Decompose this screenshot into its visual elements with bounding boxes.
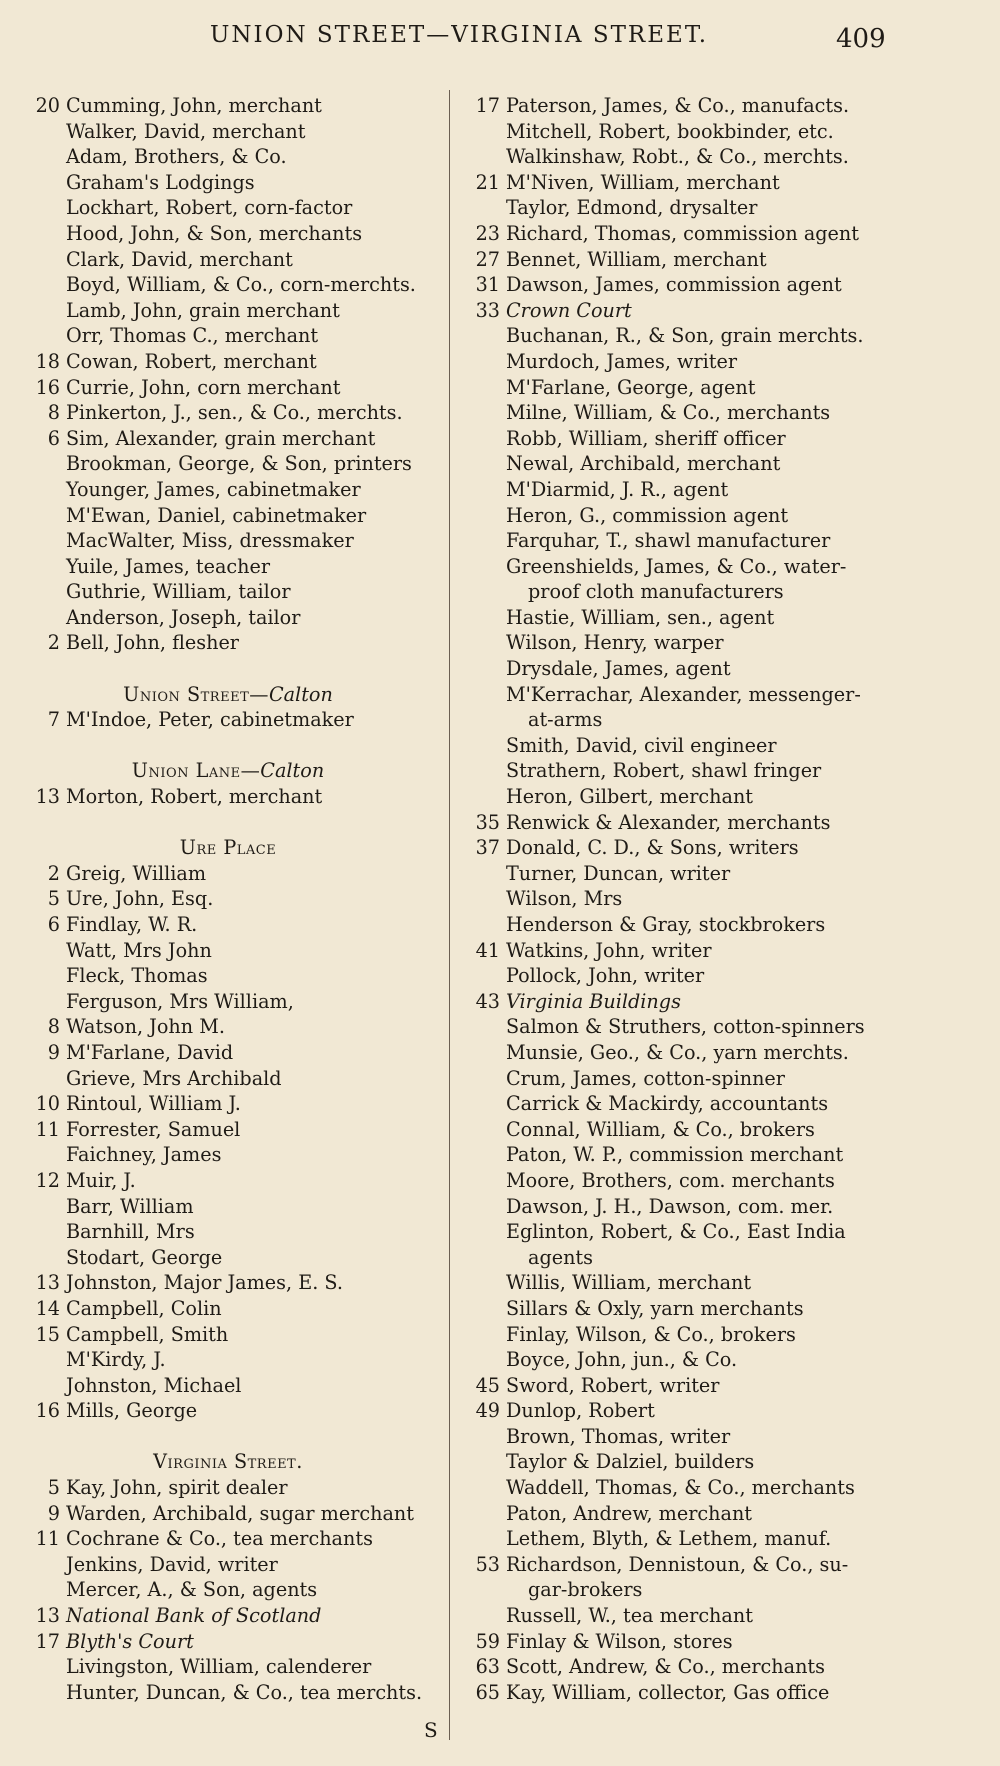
entry-text: Greenshields, James, & Co., water- [506, 554, 847, 578]
entry-text: Muir, J. [66, 1168, 136, 1192]
entry-text: Taylor, Edmond, drysalter [506, 196, 758, 220]
entry-text: Cumming, John, merchant [66, 94, 322, 117]
directory-entry [458, 912, 898, 938]
entry-text: gar-brokers [528, 1578, 643, 1602]
entry-text: Renwick & Alexander, merchants [506, 810, 831, 834]
directory-entry [18, 298, 438, 324]
entry-text: Faichney, James [66, 1143, 222, 1167]
directory-entry [458, 1219, 898, 1245]
entry-text: Campbell, Smith [66, 1322, 229, 1346]
entry-text: M'Ewan, Daniel, cabinetmaker [66, 503, 367, 527]
entry-text: Guthrie, William, tailor [66, 580, 291, 604]
directory-entry [18, 1322, 438, 1348]
house-number: 2 [47, 861, 60, 885]
directory-entry [458, 1373, 898, 1399]
directory-entry [458, 93, 898, 119]
entry-text: Heron, G., commission agent [506, 503, 789, 527]
directory-entry [18, 784, 438, 810]
right-column [458, 93, 898, 1705]
entry-text: M'Niven, William, merchant [506, 170, 780, 194]
directory-entry [18, 1603, 438, 1629]
entry-text: Barnhill, Mrs [66, 1220, 195, 1244]
entry-text: Finlay & Wilson, stores [506, 1629, 733, 1653]
house-number: 6 [47, 913, 60, 936]
section-heading-text: Virginia Street. [153, 1450, 303, 1474]
section-heading-district: Calton [260, 759, 325, 783]
entry-text: Wilson, Henry, warper [506, 631, 724, 655]
entry-text: Pollock, John, writer [506, 964, 705, 988]
entry-text: at-arms [528, 708, 603, 732]
directory-entry [458, 1142, 898, 1168]
directory-entry [458, 1552, 898, 1578]
left-column [18, 93, 438, 1705]
entry-text: M'Kirdy, J. [66, 1348, 166, 1372]
directory-entry [458, 784, 898, 810]
entry-text: Brown, Thomas, writer [506, 1424, 731, 1448]
entry-text: Walkinshaw, Robt., & Co., merchts. [506, 145, 849, 169]
house-number: 5 [47, 1476, 60, 1500]
entry-text: Fleck, Thomas [66, 964, 208, 988]
entry-text: Findlay, W. R. [66, 913, 198, 936]
directory-entry [458, 170, 898, 196]
directory-entry [18, 477, 438, 503]
house-number: 18 [35, 349, 60, 373]
house-number: 11 [35, 1117, 60, 1141]
entry-text: National Bank of Scotland [66, 1604, 322, 1628]
section-heading-text: Ure Place [179, 836, 277, 860]
spacer [18, 733, 438, 759]
entry-text: Munsie, Geo., & Co., yarn merchts. [506, 1040, 849, 1064]
directory-entry [458, 554, 898, 580]
entry-text: Salmon & Struthers, cotton-spinners [506, 1015, 865, 1039]
directory-entry [458, 733, 898, 759]
directory-entry [18, 1629, 438, 1655]
entry-text: Stodart, George [66, 1245, 223, 1269]
house-number: 41 [475, 938, 500, 962]
directory-entry [458, 938, 898, 964]
directory-entry [18, 272, 438, 298]
directory-entry [18, 1245, 438, 1271]
directory-entry [458, 1424, 898, 1450]
entry-text: Cochrane & Co., tea merchants [66, 1527, 373, 1551]
entry-text: Dawson, J. H., Dawson, com. mer. [506, 1194, 834, 1218]
directory-entry [458, 1680, 898, 1706]
house-number: 16 [35, 1399, 60, 1423]
entry-text: Anderson, Joseph, tailor [66, 605, 301, 629]
entry-text: Forrester, Samuel [66, 1117, 241, 1141]
directory-entry [458, 375, 898, 401]
entry-text: Bennet, William, merchant [506, 247, 767, 271]
entry-text: Dawson, James, commission agent [506, 273, 842, 297]
house-number: 6 [47, 426, 60, 450]
directory-entry [18, 195, 438, 221]
directory-entry [18, 579, 438, 605]
house-number: 14 [35, 1296, 60, 1320]
house-number: 10 [35, 1092, 60, 1116]
directory-entry [18, 375, 438, 401]
entry-text: MacWalter, Miss, dressmaker [66, 529, 354, 553]
entry-text: Adam, Brothers, & Co. [66, 145, 287, 169]
directory-entry-continuation [458, 707, 898, 733]
entry-text: Kay, John, spirit dealer [66, 1476, 288, 1500]
directory-entry-continuation [458, 1577, 898, 1603]
directory-entry-continuation [458, 579, 898, 605]
entry-text: Connal, William, & Co., brokers [506, 1117, 815, 1141]
directory-entry [18, 247, 438, 273]
entry-text: Crum, James, cotton-spinner [506, 1066, 785, 1090]
directory-entry [458, 605, 898, 631]
entry-text: Finlay, Wilson, & Co., brokers [506, 1322, 796, 1346]
directory-entry [458, 682, 898, 708]
house-number: 45 [475, 1373, 500, 1397]
directory-entry [18, 144, 438, 170]
entry-text: Warden, Archibald, sugar merchant [66, 1501, 414, 1525]
entry-text: Murdoch, James, writer [506, 349, 738, 373]
directory-entry [18, 400, 438, 426]
directory-entry [458, 630, 898, 656]
entry-text: Lethem, Blyth, & Lethem, manuf. [506, 1527, 832, 1551]
directory-entry [458, 1014, 898, 1040]
house-number: 43 [475, 989, 500, 1013]
entry-text: Crown Court [506, 298, 632, 322]
directory-entry [18, 119, 438, 145]
directory-entry [18, 1654, 438, 1680]
house-number: 7 [47, 708, 60, 732]
directory-entry [18, 349, 438, 375]
house-number: 5 [47, 887, 60, 911]
entry-text: Younger, James, cabinetmaker [66, 477, 361, 501]
directory-entry [18, 1296, 438, 1322]
directory-entry [458, 144, 898, 170]
directory-entry [18, 1475, 438, 1501]
house-number: 63 [475, 1655, 500, 1679]
entry-text: Watt, Mrs John [66, 938, 212, 962]
entry-text: Turner, Duncan, writer [506, 861, 731, 885]
section-heading [18, 835, 438, 861]
directory-entry [18, 1398, 438, 1424]
house-number: 27 [475, 247, 500, 271]
directory-entry [458, 247, 898, 273]
directory-entry [18, 1501, 438, 1527]
entry-text: Grieve, Mrs Archibald [66, 1066, 282, 1090]
entry-text: Paterson, James, & Co., manufacts. [506, 94, 850, 117]
directory-entry [458, 195, 898, 221]
entry-text: Sword, Robert, writer [506, 1373, 720, 1397]
directory-entry [458, 1654, 898, 1680]
directory-entry [18, 426, 438, 452]
entry-text: Hastie, William, sen., agent [506, 605, 775, 629]
house-number: 13 [35, 1604, 60, 1628]
entry-text: Paton, Andrew, merchant [506, 1501, 753, 1525]
directory-entry [458, 400, 898, 426]
directory-entry [18, 1142, 438, 1168]
directory-entry [18, 1219, 438, 1245]
entry-text: Campbell, Colin [66, 1296, 222, 1320]
entry-text: Wilson, Mrs [506, 887, 623, 911]
entry-text: Richardson, Dennistoun, & Co., su- [506, 1552, 849, 1576]
directory-entry [18, 963, 438, 989]
spacer [18, 810, 438, 836]
directory-entry [458, 477, 898, 503]
entry-text: Mills, George [66, 1399, 198, 1423]
entry-text: M'Farlane, David [66, 1040, 234, 1064]
entry-text: M'Indoe, Peter, cabinetmaker [66, 708, 354, 732]
directory-entry [458, 1603, 898, 1629]
entry-text: Dunlop, Robert [506, 1399, 655, 1423]
page-number: 409 [836, 24, 886, 54]
house-number: 17 [475, 94, 500, 117]
house-number: 59 [475, 1629, 500, 1653]
directory-entry [458, 1270, 898, 1296]
directory-entry [18, 1552, 438, 1578]
entry-text: Henderson & Gray, stockbrokers [506, 913, 826, 936]
section-heading [18, 682, 438, 708]
directory-entry [18, 323, 438, 349]
directory-entry [18, 528, 438, 554]
entry-text: Lockhart, Robert, corn-factor [66, 196, 353, 220]
house-number: 15 [35, 1322, 60, 1346]
entry-text: Hood, John, & Son, merchants [66, 221, 363, 245]
entry-text: Milne, William, & Co., merchants [506, 401, 831, 425]
directory-entry [18, 605, 438, 631]
directory-entry [18, 1040, 438, 1066]
house-number: 33 [475, 298, 500, 322]
directory-entry [18, 1373, 438, 1399]
directory-entry [18, 1526, 438, 1552]
signature-mark: S [424, 1718, 438, 1742]
directory-entry [458, 1117, 898, 1143]
house-number: 9 [47, 1040, 60, 1064]
entry-text: Morton, Robert, merchant [66, 785, 323, 809]
entry-text: Buchanan, R., & Son, grain merchts. [506, 324, 864, 348]
house-number: 11 [35, 1527, 60, 1551]
directory-entry [458, 810, 898, 836]
directory-entry [458, 1168, 898, 1194]
directory-entry [458, 1040, 898, 1066]
directory-entry [18, 1577, 438, 1603]
directory-entry [458, 349, 898, 375]
section-heading [18, 758, 438, 784]
entry-text: Bell, John, flesher [66, 631, 239, 655]
entry-text: Boyce, John, jun., & Co. [506, 1348, 738, 1372]
entry-text: proof cloth manufacturers [528, 580, 784, 604]
section-heading-district: Calton [268, 682, 333, 706]
entry-text: Hunter, Duncan, & Co., tea merchts. [66, 1680, 423, 1704]
house-number: 65 [475, 1680, 500, 1704]
entry-text: Greig, William [66, 861, 207, 885]
entry-text: Lamb, John, grain merchant [66, 298, 340, 322]
entry-text: Boyd, William, & Co., corn-merchts. [66, 273, 416, 297]
house-number: 2 [47, 631, 60, 655]
entry-text: Johnston, Michael [66, 1373, 242, 1397]
entry-text: Moore, Brothers, com. merchants [506, 1168, 835, 1192]
entry-text: Mitchell, Robert, bookbinder, etc. [506, 119, 834, 143]
entry-text: Robb, William, sheriff officer [506, 426, 786, 450]
directory-entry [458, 835, 898, 861]
directory-entry [18, 1117, 438, 1143]
entry-text: Newal, Archibald, merchant [506, 452, 781, 476]
house-number: 8 [47, 401, 60, 425]
entry-text: Orr, Thomas C., merchant [66, 324, 319, 348]
entry-text: Ure, John, Esq. [66, 887, 214, 911]
directory-entry [18, 707, 438, 733]
directory-entry [18, 1270, 438, 1296]
entry-text: Virginia Buildings [506, 989, 681, 1013]
directory-entry [458, 758, 898, 784]
directory-entry [458, 1322, 898, 1348]
directory-entry [458, 272, 898, 298]
house-number: 13 [35, 1271, 60, 1295]
directory-entry [18, 938, 438, 964]
house-number: 9 [47, 1501, 60, 1525]
house-number: 23 [475, 221, 500, 245]
entry-text: Currie, John, corn merchant [66, 375, 341, 399]
directory-entry [458, 503, 898, 529]
directory-entry [458, 451, 898, 477]
entry-text: Rintoul, William J. [66, 1092, 241, 1116]
directory-entry [458, 528, 898, 554]
entry-text: Watson, John M. [66, 1015, 225, 1039]
entry-text: agents [528, 1245, 593, 1269]
directory-entry [458, 886, 898, 912]
directory-entry [458, 1066, 898, 1092]
entry-text: Johnston, Major James, E. S. [66, 1271, 343, 1295]
entry-text: M'Diarmid, J. R., agent [506, 477, 729, 501]
entry-text: Scott, Andrew, & Co., merchants [506, 1655, 825, 1679]
entry-text: Drysdale, James, agent [506, 657, 731, 681]
directory-entry [18, 451, 438, 477]
entry-text: Heron, Gilbert, merchant [506, 785, 754, 809]
section-heading [18, 1449, 438, 1475]
directory-entry [458, 1398, 898, 1424]
directory-entry [458, 861, 898, 887]
entry-text: Farquhar, T., shawl manufacturer [506, 529, 831, 553]
house-number: 49 [475, 1399, 500, 1423]
entry-text: Smith, David, civil engineer [506, 733, 777, 757]
directory-entry [458, 989, 898, 1015]
entry-text: Jenkins, David, writer [66, 1552, 278, 1576]
directory-entry [458, 1091, 898, 1117]
section-heading-text: Union Lane—Calton [131, 759, 325, 783]
directory-entry [18, 861, 438, 887]
entry-text: Carrick & Mackirdy, accountants [506, 1092, 829, 1116]
directory-entry [458, 1347, 898, 1373]
house-number: 8 [47, 1015, 60, 1039]
directory-entry [458, 221, 898, 247]
directory-entry [18, 1066, 438, 1092]
entry-text: Mercer, A., & Son, agents [66, 1578, 318, 1602]
entry-text: Barr, William [66, 1194, 194, 1218]
directory-entry [458, 963, 898, 989]
page-header [0, 18, 1000, 58]
page-footer [0, 1718, 1000, 1748]
entry-text: Blyth's Court [66, 1629, 194, 1653]
house-number: 53 [475, 1552, 500, 1576]
directory-entry [458, 298, 898, 324]
house-number: 13 [35, 785, 60, 809]
entry-text: Russell, W., tea merchant [506, 1604, 753, 1628]
directory-entry [18, 630, 438, 656]
house-number: 16 [35, 375, 60, 399]
entry-text: Graham's Lodgings [66, 170, 255, 194]
entry-text: Walker, David, merchant [66, 119, 306, 143]
house-number: 35 [475, 810, 500, 834]
spacer [18, 656, 438, 682]
entry-text: Willis, William, merchant [506, 1271, 752, 1295]
directory-entry [18, 1014, 438, 1040]
entry-text: Donald, C. D., & Sons, writers [506, 836, 799, 860]
directory-entry [18, 93, 438, 119]
entry-text: Strathern, Robert, shawl fringer [506, 759, 822, 783]
directory-entry [458, 1296, 898, 1322]
entry-text: Livingston, William, calenderer [66, 1655, 372, 1679]
entry-text: Richard, Thomas, commission agent [506, 221, 859, 245]
directory-entry [18, 221, 438, 247]
directory-entry [18, 503, 438, 529]
directory-entry [458, 1629, 898, 1655]
directory-entry [458, 1526, 898, 1552]
entry-text: M'Kerrachar, Alexander, messenger- [506, 682, 861, 706]
directory-entry [18, 1680, 438, 1706]
directory-entry [18, 1168, 438, 1194]
directory-entry [18, 886, 438, 912]
entry-text: Waddell, Thomas, & Co., merchants [506, 1476, 855, 1500]
entry-text: Watkins, John, writer [506, 938, 712, 962]
entry-text: Sim, Alexander, grain merchant [66, 426, 376, 450]
house-number: 12 [35, 1168, 60, 1192]
house-number: 31 [475, 273, 500, 297]
entry-text: Taylor & Dalziel, builders [506, 1450, 755, 1474]
entry-text: Paton, W. P., commission merchant [506, 1143, 844, 1167]
directory-entry [18, 554, 438, 580]
directory-entry-continuation [458, 1245, 898, 1271]
house-number: 17 [35, 1629, 60, 1653]
entry-text: Pinkerton, J., sen., & Co., merchts. [66, 401, 403, 425]
directory-entry [458, 1475, 898, 1501]
house-number: 21 [475, 170, 500, 194]
house-number: 37 [475, 836, 500, 860]
section-heading-text: Union Street—Calton [123, 682, 333, 706]
entry-text: Ferguson, Mrs William, [66, 989, 294, 1013]
directory-entry [458, 323, 898, 349]
directory-entry [18, 989, 438, 1015]
directory-entry [458, 426, 898, 452]
spacer [18, 1424, 438, 1450]
entry-text: Cowan, Robert, merchant [66, 349, 317, 373]
directory-entry [458, 1194, 898, 1220]
directory-entry [458, 119, 898, 145]
directory-entry [18, 1347, 438, 1373]
directory-entry [18, 912, 438, 938]
directory-entry [458, 1449, 898, 1475]
house-number: 20 [35, 94, 60, 117]
entry-text: Yuile, James, teacher [66, 554, 271, 578]
entry-text: M'Farlane, George, agent [506, 375, 756, 399]
entry-text: Brookman, George, & Son, printers [66, 452, 412, 476]
directory-entry [458, 1501, 898, 1527]
directory-entry [458, 656, 898, 682]
entry-text: Clark, David, merchant [66, 247, 293, 271]
entry-text: Kay, William, collector, Gas office [506, 1680, 830, 1704]
directory-entry [18, 170, 438, 196]
entry-text: Sillars & Oxly, yarn merchants [506, 1296, 804, 1320]
entry-text: Eglinton, Robert, & Co., East India [506, 1220, 846, 1244]
directory-entry [18, 1194, 438, 1220]
directory-entry [18, 1091, 438, 1117]
running-title: UNION STREET—VIRGINIA STREET. [210, 22, 709, 48]
column-divider [449, 90, 450, 1740]
